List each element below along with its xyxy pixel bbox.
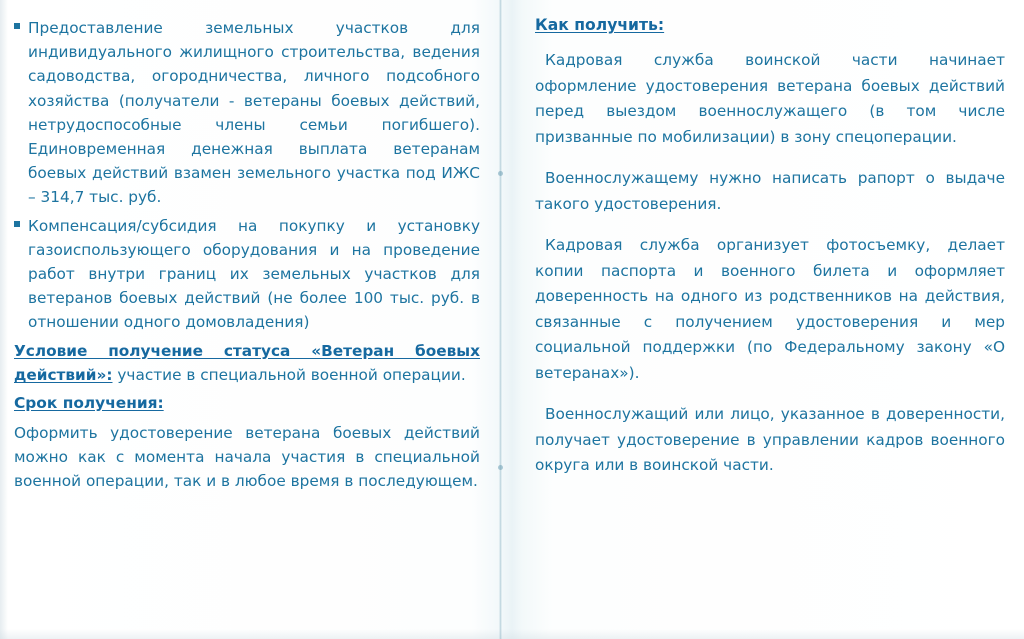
left-column [14, 16, 480, 498]
condition-heading: Условие получение статуса «Ветеран боевых действий»: [14, 341, 480, 384]
how-to-paragraph: Военнослужащему нужно написать рапорт о выдаче такого удостоверения. [535, 169, 1005, 213]
benefit-text: Компенсация/субсидия на покупку и установку газоиспользующего оборудования и на проведение работ внутри границ их земельных участков для ветеранов боевых действий (не более 100 тыс. руб. в отношении одного домовладения) [28, 216, 480, 332]
benefit-list-item [14, 16, 480, 210]
how-to-paragraph: Военнослужащий или лицо, указанное в доверенности, получает удостоверение в управлении кадров военного округа или в воинской части. [535, 405, 1005, 474]
square-bullet-icon [14, 221, 20, 227]
condition-text: участие в специальной военной операции. [112, 365, 466, 384]
term-heading: Срок получения: [14, 394, 164, 413]
page-edge-shadow-bottom [0, 629, 1024, 639]
how-to-paragraph: Кадровая служба организует фотосъемку, делает копии паспорта и военного билета и оформляет доверенность на одного из родственников на действия, связанные с получением удостоверения и мер социальной поддержки (по Федеральному закону «О ветеранах»). [535, 236, 1005, 382]
condition-section [14, 339, 480, 387]
term-text: Оформить удостоверение ветерана боевых действий можно как с момента начала участия в специальной военной операции, так и в любое время в последующем. [14, 424, 480, 491]
fold-mark-upper [498, 171, 503, 176]
benefit-list-item [14, 214, 480, 335]
how-to-get-heading: Как получить: [535, 16, 665, 34]
square-bullet-icon [14, 23, 20, 29]
right-column [535, 16, 1005, 495]
benefit-text: Предоставление земельных участков для индивидуального жилищного строительства, ведения садоводства, огородничества, личного подсобного хозяйства (получатели - ветераны боевых действий, нетрудоспособные члены семьи погибшего). Единовременная денежная выплата ветеранам боевых действий взамен земельного участка под ИЖС – 314,7 тыс. руб. [28, 19, 480, 207]
page-fold-line [499, 0, 502, 639]
fold-mark-lower [498, 465, 503, 470]
how-to-paragraph: Кадровая служба воинской части начинает оформление удостоверения ветерана боевых действий перед выездом военнослужащего (в том числе призванные по мобилизации) в зону спецоперации. [535, 51, 1005, 146]
page-edge-shadow-left [0, 0, 8, 639]
